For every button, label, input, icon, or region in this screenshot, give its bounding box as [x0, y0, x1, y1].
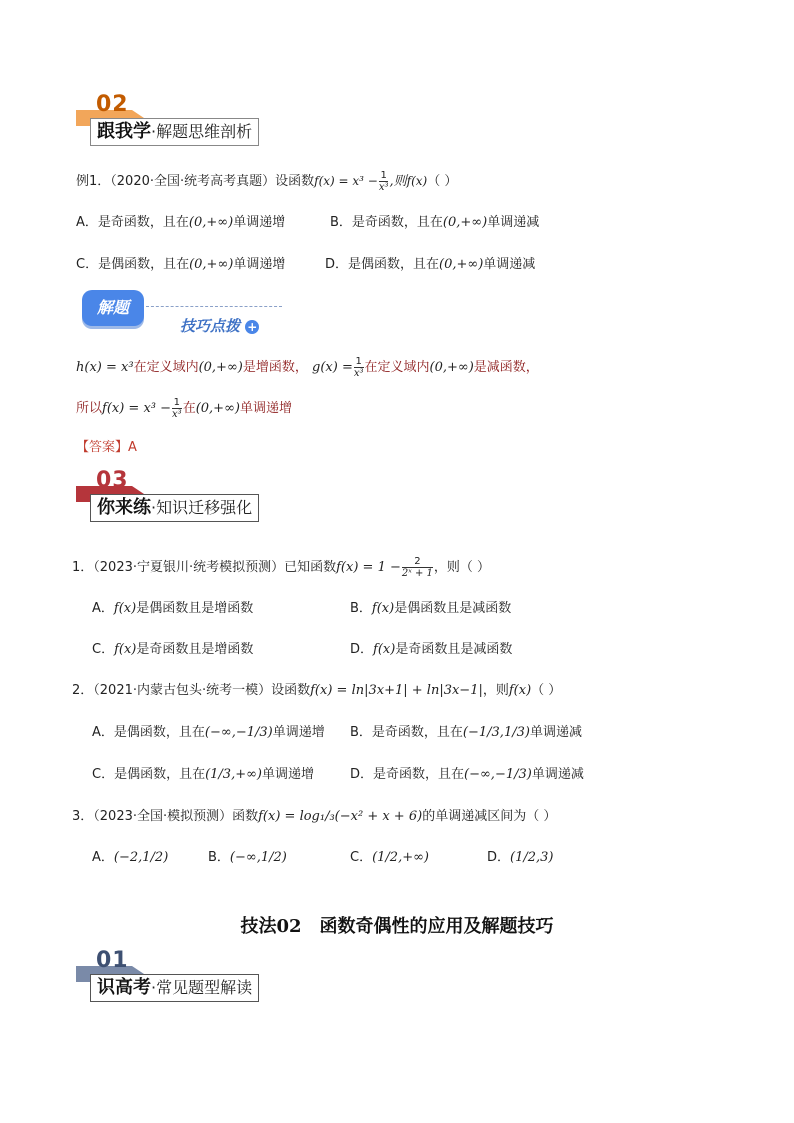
banner-title: 你来练·知识迁移强化: [90, 494, 259, 522]
banner-number: 03: [96, 468, 129, 493]
example-option-b: B．是奇函数，且在(0,+∞)单调递减: [330, 215, 540, 230]
tip-button: 解题: [82, 290, 144, 326]
banner-number: 01: [96, 948, 129, 973]
example-option-c: C．是偶函数，且在(0,+∞)单调递增: [76, 257, 286, 272]
q2-option-d: D．是奇函数，且在(−∞,−1/3)单调递减: [350, 767, 584, 782]
section-banner-02: [76, 92, 316, 146]
q1-stem: 1．（2023·宁夏银川·统考模拟预测）已知函数f(x) = 1 − $\frac{2}{\text{2ˣ + 1}}$ ，则（ ）: [72, 556, 491, 579]
q3-option-c: C．(1/2,+∞): [350, 850, 429, 865]
fraction: $\frac{1}{\text{x³}}$: [172, 397, 182, 420]
fraction: $\frac{1}{\text{x³}}$: [378, 170, 389, 193]
section-banner-03: [76, 468, 316, 522]
q1-option-a: A．f(x)是偶函数且是增函数: [92, 601, 254, 616]
q2-stem: 2．（2021·内蒙古包头·统考一模）设函数f(x) = ln|3x+1| + ln|3x−1|，则f(x)（ ）: [72, 683, 562, 698]
banner-number: 02: [96, 92, 129, 117]
solution-line-1: h(x) = x³在定义域内(0,+∞)是增函数， g(x) = $\frac{1}{\text{x³}}$ 在定义域内(0,+∞)是减函数，: [76, 356, 539, 379]
banner-title: 跟我学·解题思维剖析: [90, 118, 259, 146]
fraction: $\frac{2}{\text{2ˣ + 1}}$: [401, 556, 433, 579]
banner-title: 识高考·常见题型解读: [90, 974, 259, 1002]
plus-icon: +: [247, 319, 258, 334]
example-stem: 例1．（2020·全国·统考高考真题）设函数f(x) = x³ − $\frac{1}{\text{x³}}$ ,则f(x)（ ）: [76, 170, 458, 193]
section-heading: 技法02 函数奇偶性的应用及解题技巧: [240, 916, 554, 937]
tip-title: 技巧点拨 +: [180, 317, 258, 335]
q1-option-c: C．f(x)是奇函数且是增函数: [92, 642, 254, 657]
tip-dashed-line: [146, 306, 282, 307]
q2-option-b: B．是奇函数，且在(−1/3,1/3)单调递减: [350, 725, 582, 740]
q1-option-b: B．f(x)是偶函数且是减函数: [350, 601, 512, 616]
q3-option-a: A．(−2,1/2): [92, 850, 169, 865]
fraction: $\frac{1}{\text{x³}}$: [353, 356, 364, 379]
section-banner-01: [76, 948, 296, 1002]
q2-option-a: A．是偶函数，且在(−∞,−1/3)单调递增: [92, 725, 325, 740]
answer: 【答案】A: [76, 440, 137, 455]
example-option-d: D．是偶函数，且在(0,+∞)单调递减: [325, 257, 536, 272]
q2-option-c: C．是偶函数，且在(1/3,+∞)单调递增: [92, 767, 315, 782]
q1-option-d: D．f(x)是奇函数且是减函数: [350, 642, 513, 657]
solution-line-2: 所以f(x) = x³ − $\frac{1}{\text{x³}}$ 在(0,+∞)单调递增: [76, 397, 292, 420]
example-option-a: A．是奇函数，且在(0,+∞)单调递增: [76, 215, 286, 230]
q3-option-b: B．(−∞,1/2): [208, 850, 287, 865]
q3-option-d: D．(1/2,3): [487, 850, 554, 865]
q3-stem: 3．（2023·全国·模拟预测）函数f(x) = log₁/₃(−x² + x + 6)的单调递减区间为（ ）: [72, 809, 557, 824]
